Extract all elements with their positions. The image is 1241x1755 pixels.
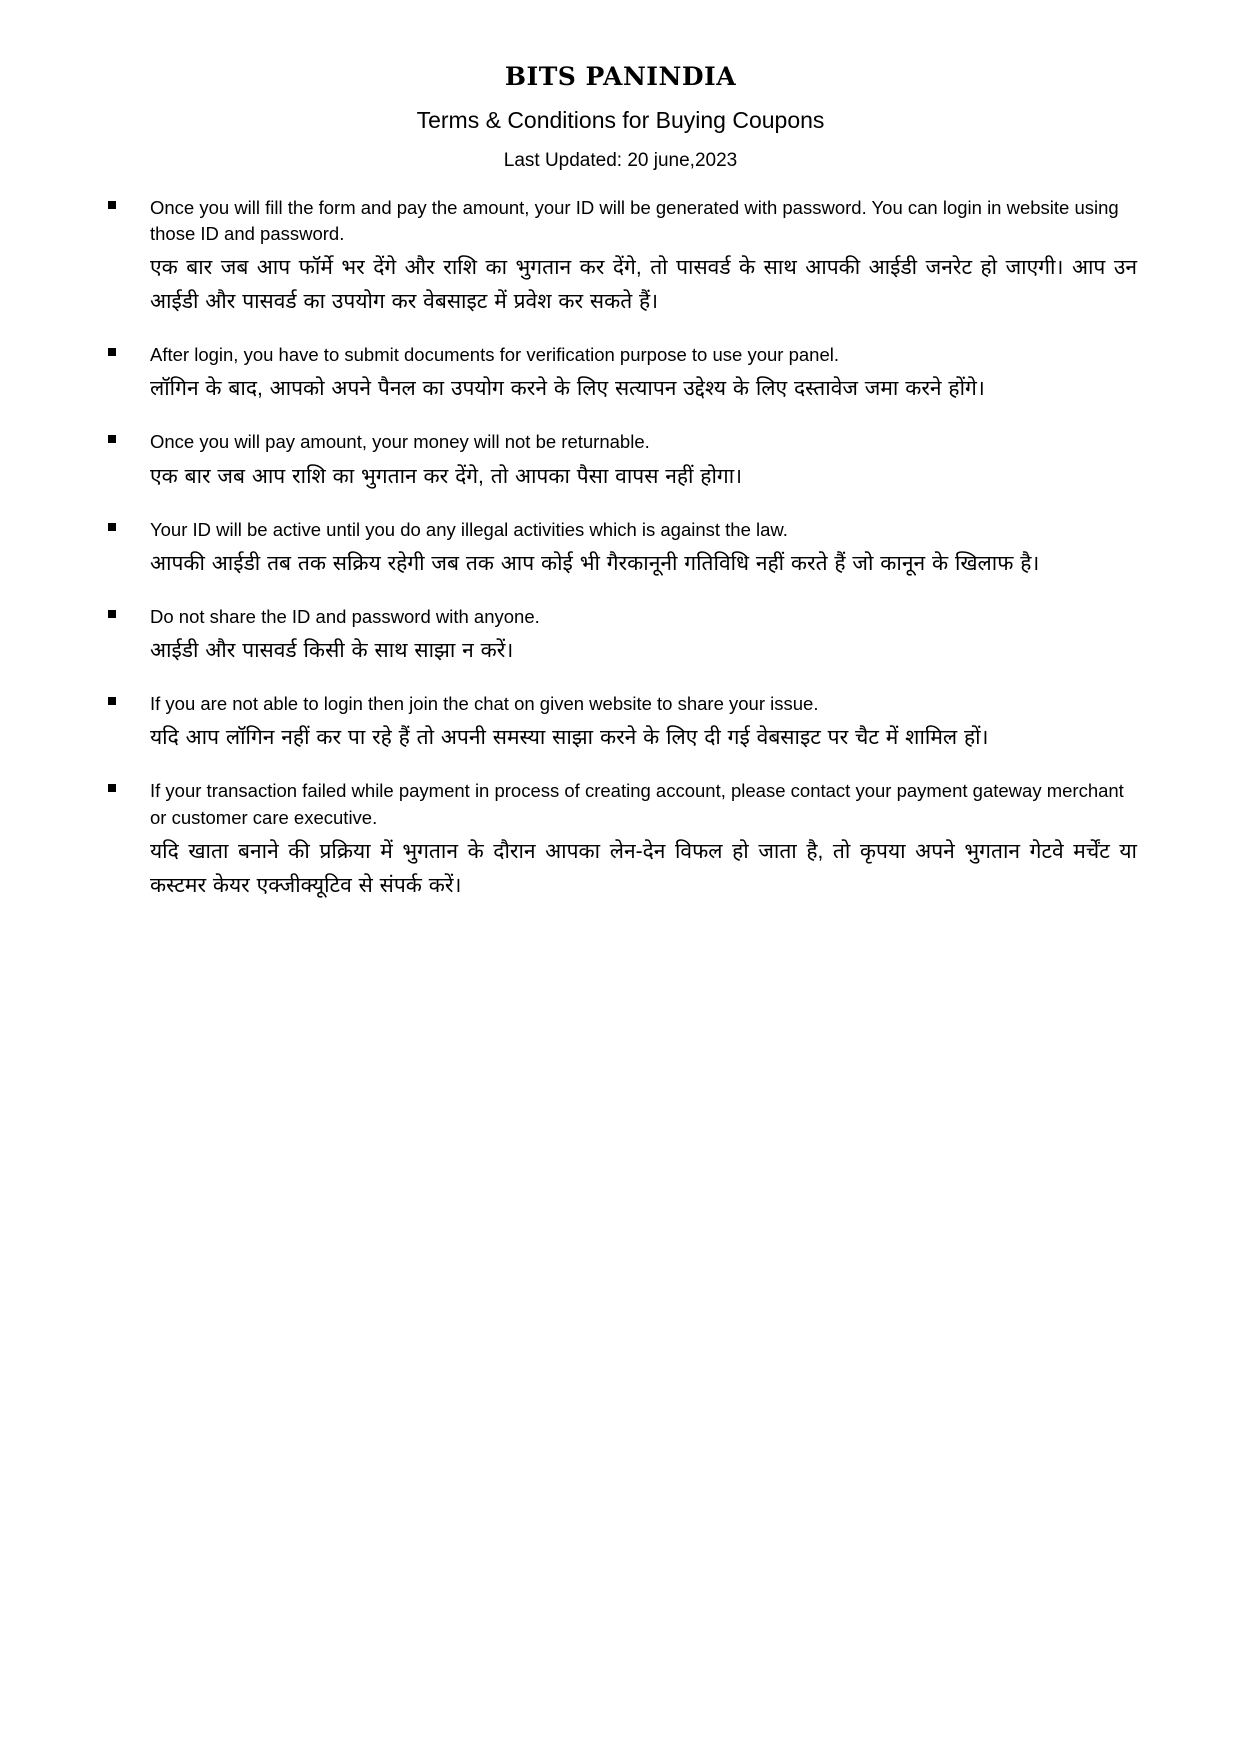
square-bullet-icon [108,435,116,443]
term-text-english: Once you will fill the form and pay the amount, your ID will be generated with password. You can login in website using those ID and password. [150,196,1119,244]
list-item [104,429,1137,493]
list-item [104,604,1137,668]
term-text-hindi: आपकी आईडी तब तक सक्रिय रहेगी जब तक आप कोई भी गैरकानूनी गतिविधि नहीं करते हैं जो कानून के खिलाफ है। [150,551,1040,575]
term-text-english: Your ID will be active until you do any illegal activities which is against the law. [150,518,788,540]
last-updated-text: Last Updated: 20 june,2023 [503,149,738,171]
list-item [104,517,1137,581]
page-title: BITS PANINDIA [504,62,737,91]
term-text-english: If you are not able to login then join the chat on given website to share your issue. [150,693,819,715]
list-item [104,195,1137,320]
square-bullet-icon [108,610,116,618]
list-item [104,691,1137,755]
document-subtitle: Terms & Conditions for Buying Coupons [416,107,825,133]
square-bullet-icon [108,784,116,792]
term-text-hindi: यदि खाता बनाने की प्रक्रिया में भुगतान के दौरान आपका लेन-देन विफल हो जाता है, तो कृपया अपने भुगतान गेटवे मर्चेंट या कस्टमर केयर एक्जीक्यूटिव से संपर्क करें। [150,840,1137,898]
term-text-hindi: आईडी और पासवर्ड किसी के साथ साझा न करें। [150,639,514,663]
terms-list [104,195,1137,904]
term-text-english: If your transaction failed while payment in process of creating account, please contact your payment gateway merchant or customer care executive. [150,780,1124,828]
square-bullet-icon [108,523,116,531]
square-bullet-icon [108,348,116,356]
square-bullet-icon [108,697,116,705]
term-text-hindi: एक बार जब आप राशि का भुगतान कर देंगे, तो आपका पैसा वापस नहीं होगा। [150,464,743,488]
term-text-english: Once you will pay amount, your money will not be returnable. [150,431,650,453]
term-text-hindi: यदि आप लॉगिन नहीं कर पा रहे हैं तो अपनी समस्या साझा करने के लिए दी गई वेबसाइट पर चैट में शामिल हों। [150,726,989,750]
square-bullet-icon [108,201,116,209]
term-text-english: Do not share the ID and password with anyone. [150,605,540,627]
term-text-hindi: लॉगिन के बाद, आपको अपने पैनल का उपयोग करने के लिए सत्यापन उद्देश्य के लिए दस्तावेज जमा करने होंगे। [150,377,985,401]
term-text-hindi: एक बार जब आप फॉर्मे भर देंगे और राशि का भुगतान कर देंगे, तो पासवर्ड के साथ आपकी आईडी जनरेट हो जाएगी। आप उन आईडी और पासवर्ड का उपयोग कर वेबसाइट में प्रवेश कर सकते हैं। [150,256,1137,314]
list-item [104,342,1137,406]
list-item [104,778,1137,903]
term-text-english: After login, you have to submit documents for verification purpose to use your panel. [150,344,839,366]
